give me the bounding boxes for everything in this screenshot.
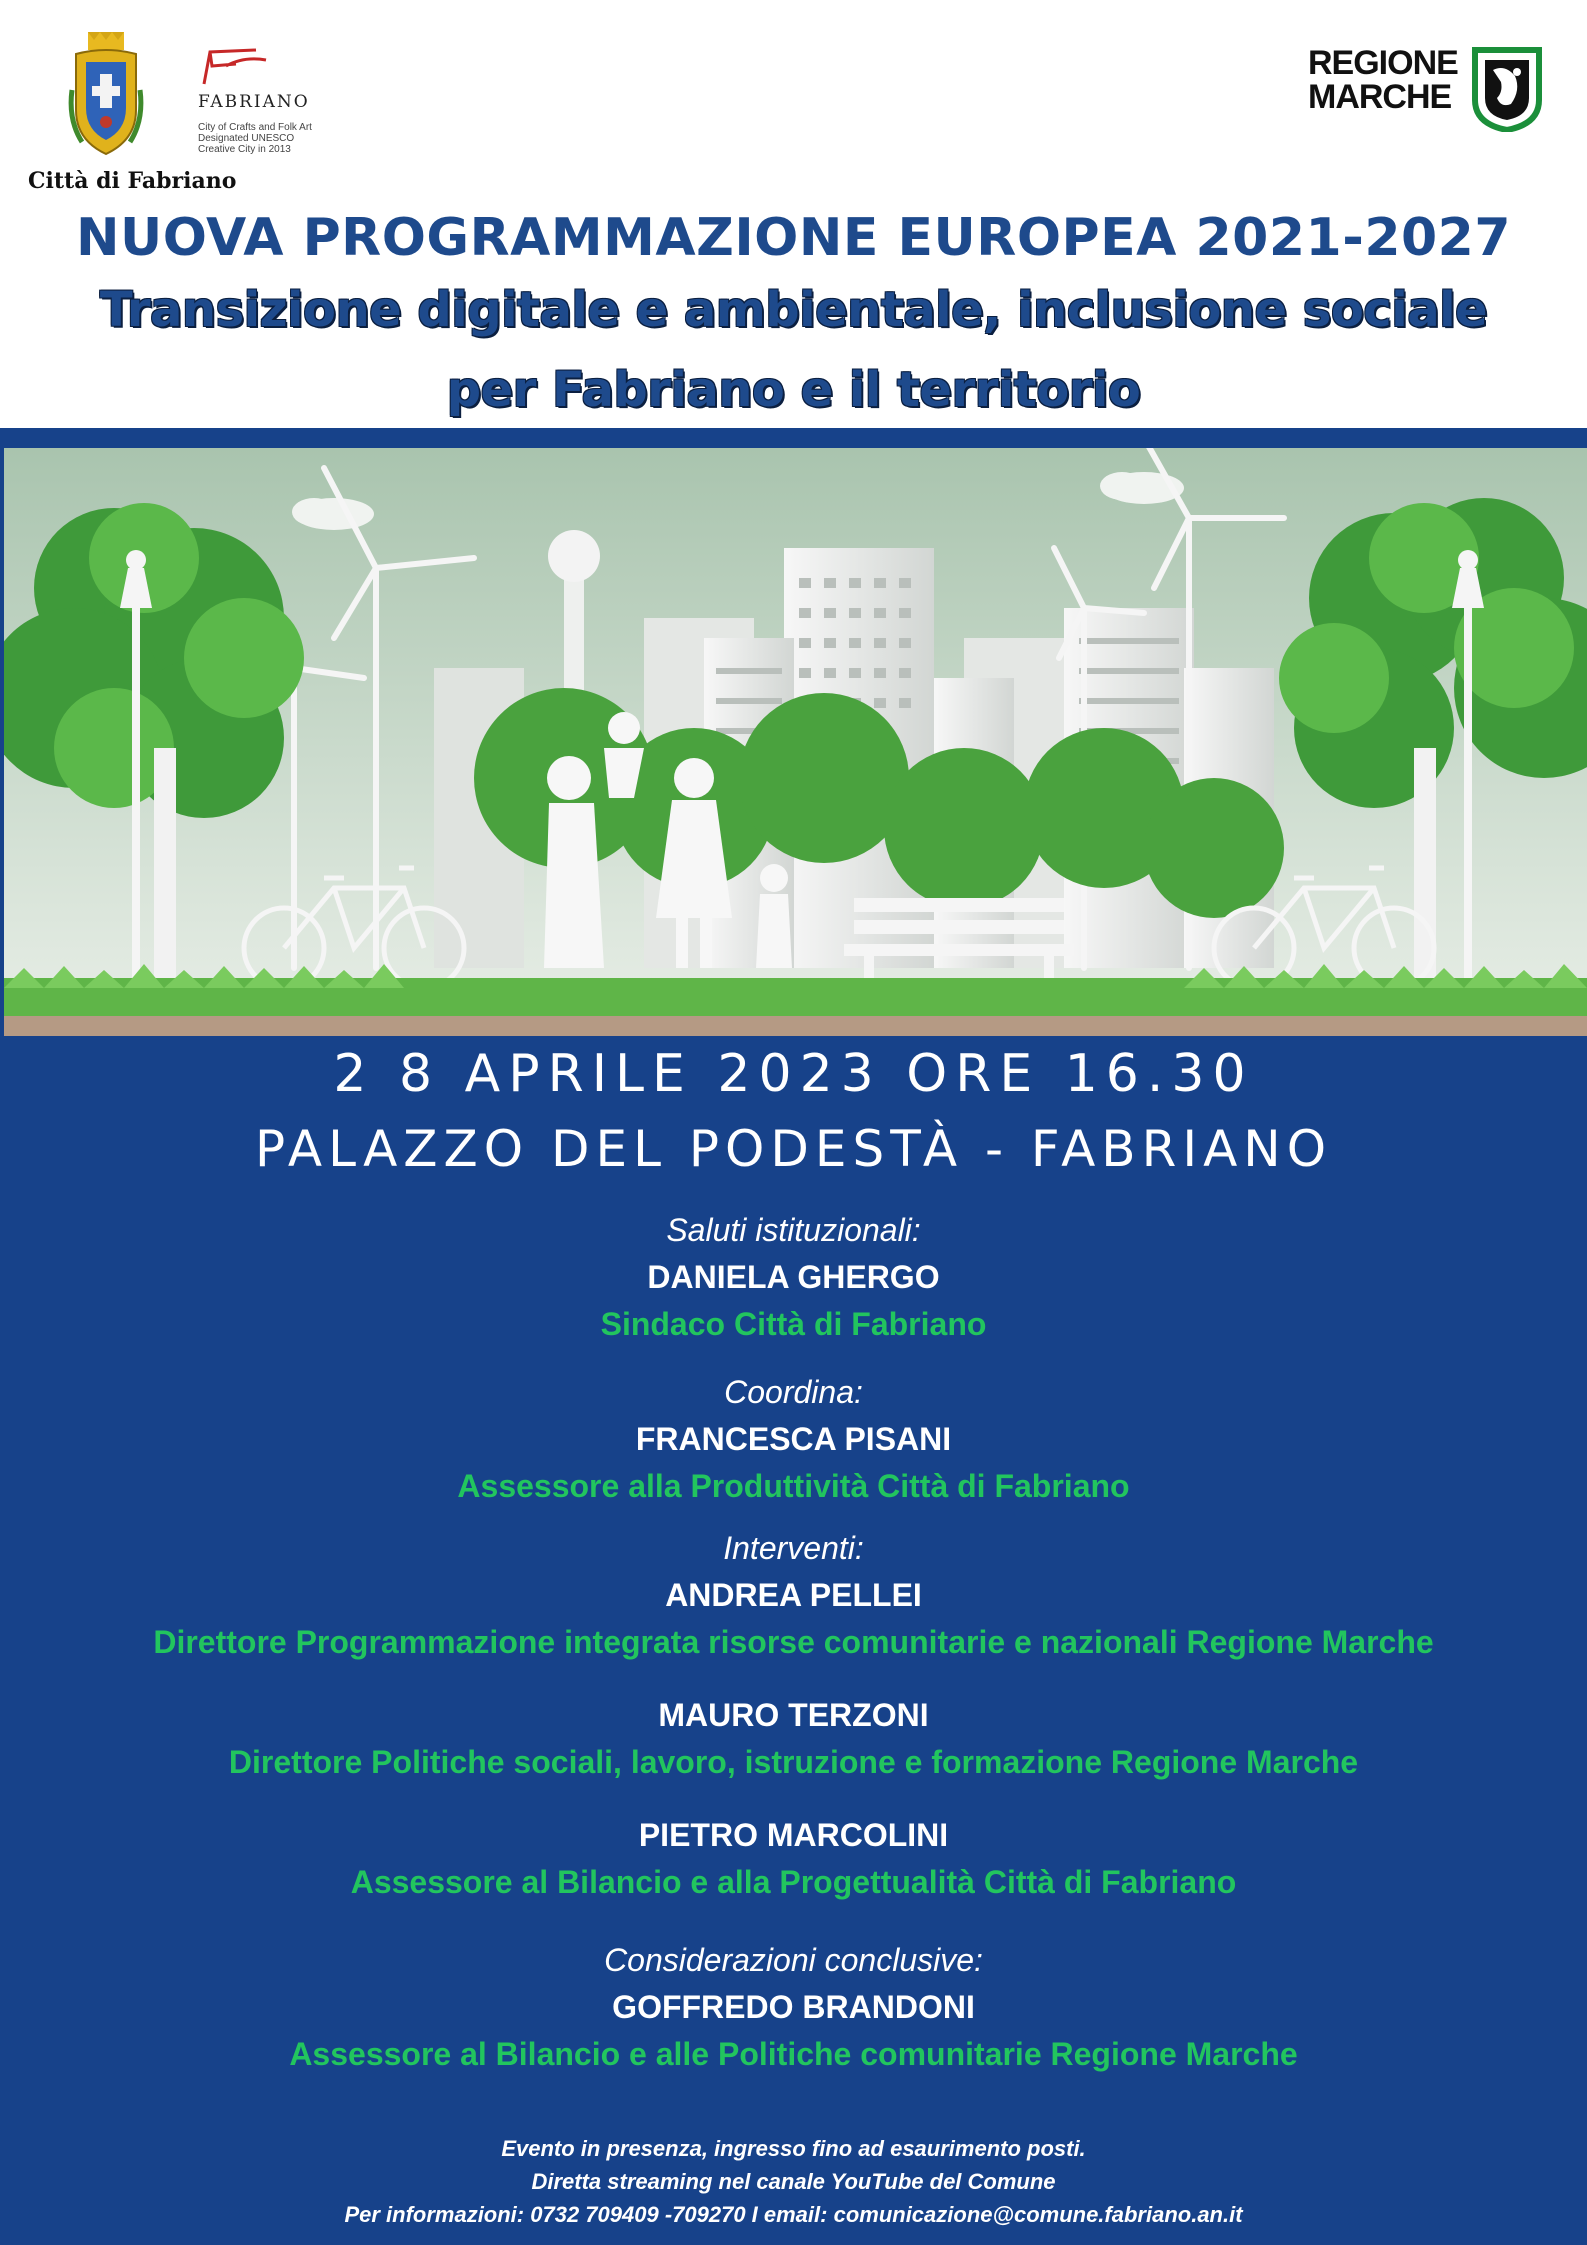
subtitle-line-2: per Fabriano e il territorio [446,362,1141,418]
program-label-conclusive: Considerazioni conclusive: [604,1942,983,1978]
program-label-interventi: Interventi: [723,1530,864,1566]
city-name-label: Città di Fabriano [28,168,237,194]
speaker-name: FRANCESCA PISANI [635,1421,952,1457]
fabriano-logo-name: FABRIANO [198,92,310,112]
program-label-coordina: Coordina: [724,1374,863,1410]
fabriano-logo-icon [196,44,286,88]
tagline-line: Creative City in 2013 [198,144,291,155]
city-crest-icon [68,30,144,160]
event-date-time: 2 8 APRILE 2023 ORE 16.30 [333,1044,1254,1104]
speaker-name: GOFFREDO BRANDONI [612,1989,975,2025]
page-title: NUOVA PROGRAMMAZIONE EUROPEA 2021-2027 [75,208,1512,268]
regione-word: REGIONE [1308,44,1458,82]
speaker-role: Assessore al Bilancio e alla Progettualità Città di Fabriano [350,1864,1237,1900]
event-venue: PALAZZO DEL PODESTÀ - FABRIANO [254,1120,1333,1178]
footer-line-1: Evento in presenza, ingresso fino ad esaurimento posti. [501,2136,1086,2161]
fabriano-logo-tagline [198,122,358,155]
regione-marche-emblem-icon [1471,46,1543,132]
speaker-role: Assessore al Bilancio e alle Politiche comunitarie Regione Marche [289,2036,1298,2072]
speaker-role: Sindaco Città di Fabriano [600,1306,987,1342]
speaker-name: MAURO TERZONI [658,1697,929,1733]
footer-line-2: Diretta streaming nel canale YouTube del Comune [531,2169,1056,2194]
green-city-papercut-icon [4,448,1587,1036]
speaker-role: Direttore Politiche sociali, lavoro, istruzione e formazione Regione Marche [228,1744,1359,1780]
green-city-illustration [4,448,1587,1036]
regione-marche-logo [1308,46,1543,132]
regione-marche-wordmark [1308,46,1458,114]
footer-contact-line: Per informazioni: 0732 709409 -709270 I email: comunicazione@comune.fabriano.an.it [344,2202,1243,2227]
speaker-role: Direttore Programmazione integrata risorse comunitarie e nazionali Regione Marche [153,1624,1434,1660]
tagline-line: City of Crafts and Folk Art [198,122,312,133]
speaker-name: DANIELA GHERGO [647,1259,940,1295]
program-label-saluti: Saluti istituzionali: [666,1212,921,1248]
speaker-name: ANDREA PELLEI [665,1577,922,1613]
subtitle-line-1: Transizione digitale e ambientale, inclusione sociale [99,282,1488,338]
header [0,0,1587,428]
tagline-line: Designated UNESCO [198,133,295,144]
speaker-role: Assessore alla Produttività Città di Fabriano [457,1468,1130,1504]
speaker-name: PIETRO MARCOLINI [638,1817,949,1853]
marche-word: MARCHE [1308,78,1452,116]
